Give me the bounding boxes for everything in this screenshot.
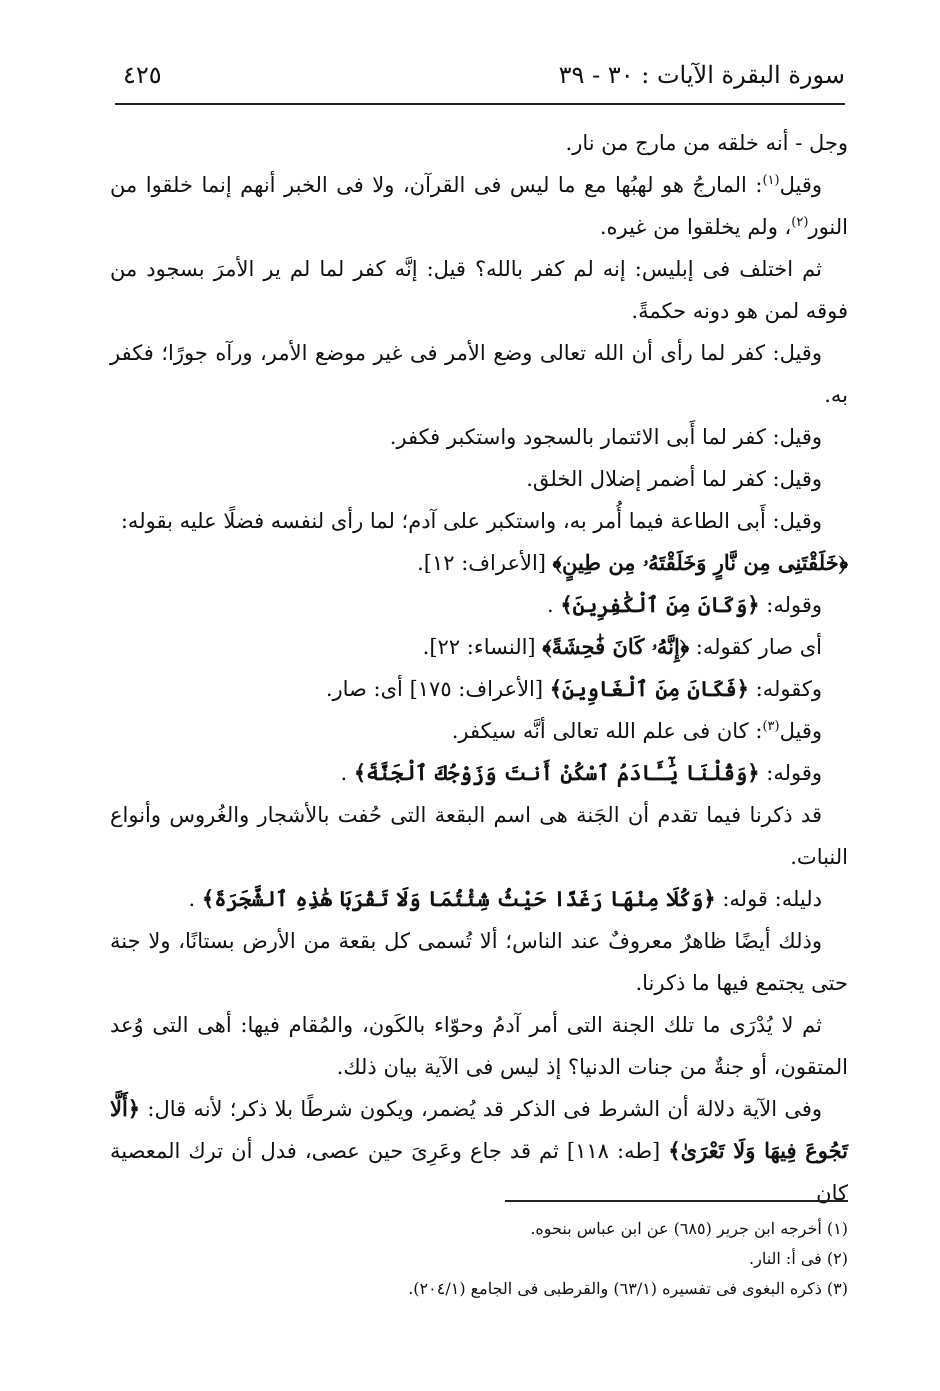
- quran-verse: ﴿خَلَقْتَنِى مِن نَّارٍ وَخَلَقْتَهُۥ مِن طِينٍ﴾: [552, 550, 848, 575]
- footnote-ref[interactable]: (١): [762, 173, 780, 188]
- footnote-ref[interactable]: (٣): [762, 719, 780, 734]
- main-text: [110, 122, 848, 1214]
- quran-verse: ﴿وَقُلْنَا يَٰٓـَٔادَمُ ٱسْكُنْ أَنتَ وَزَوْجُكَ ٱلْجَنَّةَ﴾: [353, 760, 760, 785]
- paragraph: وفى الآية دلالة أن الشرط فى الذكر قد يُضمر، ويكون شرطًا بلا ذكر؛ لأنه قال: ﴿أَلَّا تَجُوعَ فِيهَا وَلَا تَعْرَىٰ﴾ [طه: ١١٨] ثم قد جاع وعَرِىَ حين عصى، فدل أن ترك المعصية كان: [110, 1096, 849, 1205]
- paragraph: قد ذكرنا فيما تقدم أن الجَنة هى اسم البقعة التى حُفت بالأشجار والغُروس وأنواع النبات.: [110, 803, 848, 869]
- running-title: سورة البقرة الآيات : ٣٠ - ٣٩: [558, 61, 845, 89]
- paragraph: وقيل: كفر لما رأى أن الله تعالى وضع الأمر فى غير موضع الأمر، ورآه جورًا؛ فكفر به.: [110, 341, 848, 407]
- footnote: (٣) ذكره البغوى فى تفسيره (٦٣/١) والقرطبى فى الجامع (٢٠٤/١).: [408, 1279, 848, 1298]
- footnote: (٢) فى أ: النار.: [749, 1249, 848, 1268]
- page-header: [115, 55, 845, 105]
- paragraph: وقوله: ﴿وَقُلْنَا يَٰٓـَٔادَمُ ٱسْكُنْ أَنتَ وَزَوْجُكَ ٱلْجَنَّةَ﴾ .: [340, 760, 822, 785]
- paragraph: ﴿خَلَقْتَنِى مِن نَّارٍ وَخَلَقْتَهُۥ مِن طِينٍ﴾ [الأعراف: ١٢].: [417, 550, 848, 575]
- footnote: (١) أخرجه ابن جرير (٦٨٥) عن ابن عباس بنحوه.: [530, 1219, 848, 1238]
- paragraph: وكقوله: ﴿فَكَانَ مِنَ ٱلْغَاوِينَ﴾ [الأعراف: ١٧٥] أى: صار.: [325, 676, 822, 701]
- paragraph: وقيل: كفر لما أَبى الائتمار بالسجود واستكبر فكفر.: [389, 425, 822, 449]
- paragraph: ثم لا يُدْرَى ما تلك الجنة التى أمر آدمُ وحوّاء بالكَون، والمُقام فيها: أهى التى وُعد المتقون، أو جنةٌ من جنات الدنيا؟ إذ ليس فى الآية بيان ذلك.: [110, 1013, 848, 1079]
- paragraph: دليله: قوله: ﴿وَكُلَا مِنْهَا رَغَدًا حَيْثُ شِئْتُمَا وَلَا تَقْرَبَا هَٰذِهِ ٱلشَّجَرَةَ﴾ .: [188, 886, 822, 911]
- footnotes: [300, 1214, 848, 1304]
- quran-verse: ﴿وَكَانَ مِنَ ٱلْكَٰفِرِينَ﴾: [560, 592, 760, 617]
- page-number: ٤٢٥: [123, 61, 162, 89]
- footnote-ref[interactable]: (٢): [791, 215, 809, 230]
- quran-verse: ﴿وَكُلَا مِنْهَا رَغَدًا حَيْثُ شِئْتُمَا وَلَا تَقْرَبَا هَٰذِهِ ٱلشَّجَرَةَ﴾: [201, 886, 716, 911]
- paragraph: وقيل: كفر لما أضمر إضلال الخلق.: [526, 467, 822, 491]
- footnote-divider: [505, 1200, 848, 1202]
- paragraph: وقيل$^{(١)}$: المارجُ هو لهبُها مع ما ليس فى القرآن، ولا فى الخبر أنهم إنما خلقوا من النور$^{(٢)}$، ولم يخلقوا من غيره.: [110, 173, 848, 239]
- quran-verse: ﴿أَلَّا تَجُوعَ فِيهَا وَلَا تَعْرَىٰ﴾: [110, 1096, 849, 1163]
- paragraph: أى صار كقوله: ﴿إِنَّهُۥ كَانَ فَٰحِشَةً﴾ [النساء: ٢٢].: [422, 634, 822, 659]
- paragraph: ثم اختلف فى إبليس: إنه لم كفر بالله؟ قيل: إنَّه كفر لما لم ير الأمرَ بسجود من فوقه لمن هو دونه حكمةً.: [110, 257, 848, 323]
- paragraph: وقوله: ﴿وَكَانَ مِنَ ٱلْكَٰفِرِينَ﴾ .: [547, 592, 822, 617]
- paragraph: وقيل: أَبى الطاعة فيما أُمر به، واستكبر على آدم؛ لما رأى لنفسه فضلًا عليه بقوله:: [120, 509, 822, 533]
- paragraph: وجل - أنه خلقه من مارج من نار.: [565, 131, 848, 155]
- paragraph: وقيل$^{(٣)}$: كان فى علم الله تعالى أنَّه سيكفر.: [451, 719, 822, 743]
- paragraph: وذلك أيضًا ظاهرٌ معروفٌ عند الناس؛ ألا تُسمى كل بقعة من الأرض بستانًا، ولا جنة حتى يجتمع فيها ما ذكرنا.: [110, 929, 848, 995]
- quran-verse: ﴿فَكَانَ مِنَ ٱلْغَاوِينَ﴾: [549, 676, 749, 701]
- quran-verse: ﴿إِنَّهُۥ كَانَ فَٰحِشَةً﴾: [542, 634, 690, 659]
